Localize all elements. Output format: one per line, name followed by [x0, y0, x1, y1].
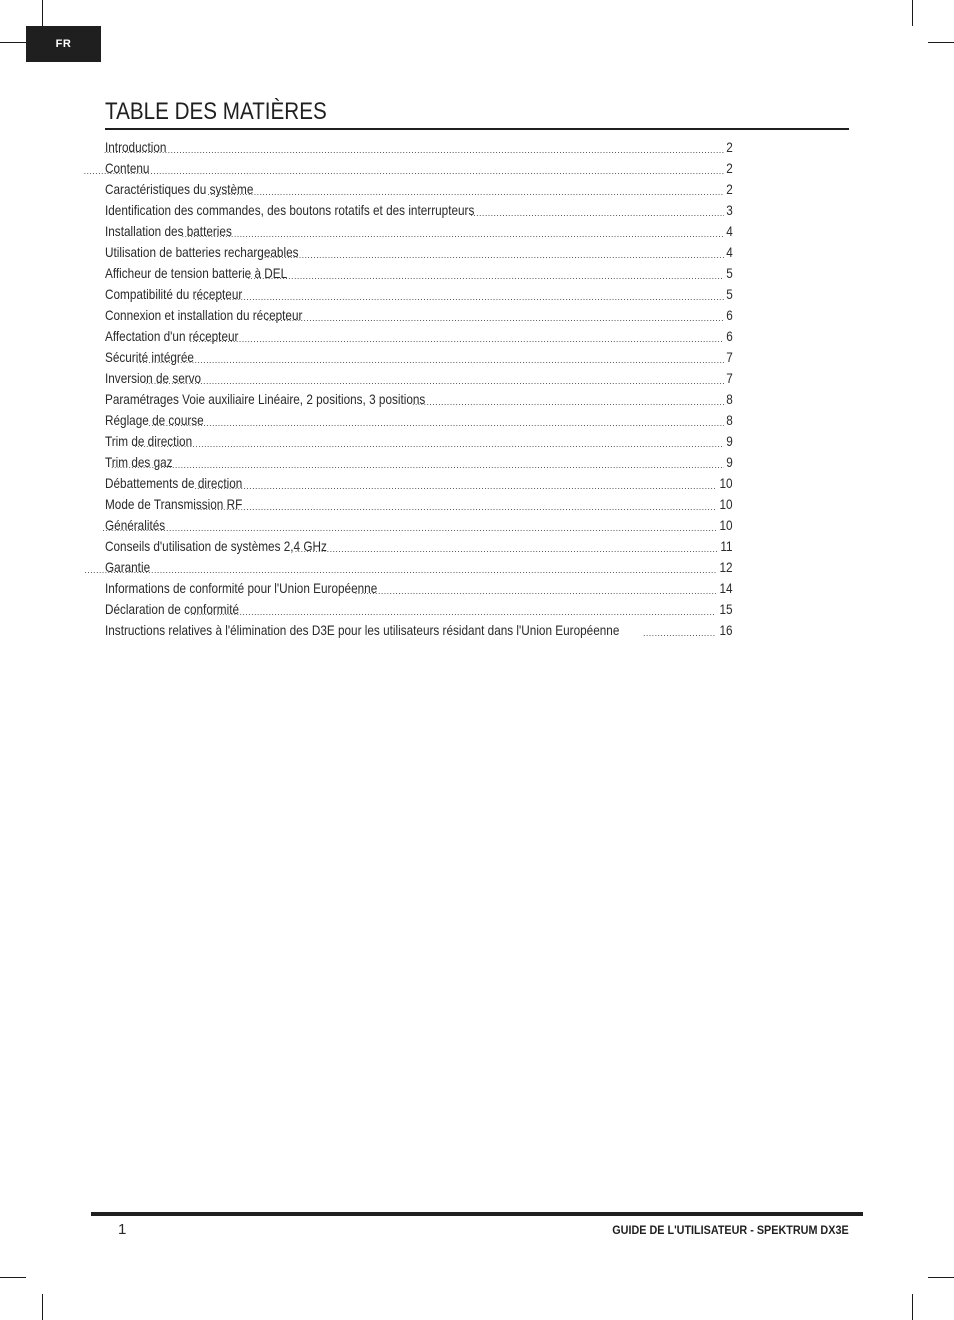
toc-entry-page-number: 10 — [719, 517, 733, 533]
toc-entry-label: Utilisation de batteries rechargeables — [105, 244, 299, 260]
toc-entry-page-number: 8 — [726, 391, 733, 407]
table-of-contents — [105, 137, 733, 641]
toc-entry-label: Identification des commandes, des boutons rotatifs et des interrupteurs — [105, 202, 475, 218]
toc-entry-label: Afficheur de tension batterie à DEL — [105, 265, 288, 281]
toc-entry-label: Installation des batteries — [105, 223, 232, 239]
toc-entry-page-number: 6 — [726, 328, 733, 344]
toc-entry-leader-dots — [111, 453, 724, 474]
toc-entry-label: Trim de direction — [105, 433, 193, 449]
toc-entry[interactable] — [105, 284, 733, 305]
toc-entry-label: Généralités — [105, 517, 166, 533]
toc-entry-leader-dots — [248, 264, 725, 285]
toc-entry-label: Connexion et installation du récepteur — [105, 307, 303, 323]
toc-entry-label: Paramétrages Voie auxiliaire Linéaire, 2 positions, 3 positions — [105, 391, 426, 407]
toc-entry-page-number: 10 — [719, 475, 733, 491]
toc-entry-page-number: 5 — [726, 265, 733, 281]
toc-entry-leader-dots — [84, 558, 716, 579]
toc-entry-leader-dots — [134, 432, 724, 453]
toc-entry-leader-dots — [145, 369, 724, 390]
toc-entry-page-number: 7 — [726, 370, 733, 386]
toc-entry-leader-dots — [190, 600, 716, 621]
toc-entry-label: Affectation d'un récepteur — [105, 328, 239, 344]
toc-entry-leader-dots — [261, 243, 724, 264]
toc-entry-page-number: 10 — [719, 496, 733, 512]
toc-entry-page-number: 6 — [726, 307, 733, 323]
toc-entry[interactable] — [105, 536, 733, 557]
toc-entry-page-number: 12 — [719, 559, 733, 575]
toc-entry-label: Trim des gaz — [105, 454, 173, 470]
crop-mark-bottom-right-horizontal — [928, 1277, 954, 1278]
page-title: TABLE DES MATIÈRES — [105, 98, 327, 125]
crop-mark-bottom-left-horizontal — [0, 1277, 26, 1278]
toc-entry-label: Garantie — [105, 559, 151, 575]
toc-entry[interactable] — [105, 179, 733, 200]
toc-entry-label: Introduction — [105, 139, 167, 155]
toc-entry[interactable] — [105, 515, 733, 536]
toc-entry[interactable] — [105, 200, 733, 221]
footer-divider — [91, 1212, 863, 1216]
toc-entry[interactable] — [105, 599, 733, 620]
toc-entry-label: Instructions relatives à l'élimination des D3E pour les utilisateurs résidant dans l'Union Européenne — [105, 622, 620, 638]
toc-entry-leader-dots — [470, 201, 724, 222]
toc-entry-page-number: 15 — [719, 601, 733, 617]
toc-entry[interactable] — [105, 410, 733, 431]
toc-entry-page-number: 8 — [726, 412, 733, 428]
toc-entry-label: Contenu — [105, 160, 150, 176]
toc-entry[interactable] — [105, 137, 733, 158]
toc-entry-leader-dots — [207, 180, 724, 201]
toc-entry-page-number: 9 — [726, 433, 733, 449]
toc-entry-leader-dots — [148, 411, 724, 432]
toc-entry[interactable] — [105, 452, 733, 473]
toc-entry[interactable] — [105, 368, 733, 389]
toc-entry-leader-dots — [412, 390, 724, 411]
toc-entry[interactable] — [105, 263, 733, 284]
toc-entry-label: Mode de Transmission RF — [105, 496, 243, 512]
footer-guide-title: GUIDE DE L'UTILISATEUR - SPEKTRUM DX3E — [612, 1223, 849, 1237]
toc-entry-leader-dots — [194, 285, 724, 306]
toc-entry-leader-dots — [190, 327, 725, 348]
toc-entry-leader-dots — [194, 474, 716, 495]
toc-entry[interactable] — [105, 473, 733, 494]
toc-entry-page-number: 3 — [726, 202, 733, 218]
toc-entry-page-number: 9 — [726, 454, 733, 470]
crop-mark-top-right-horizontal — [928, 42, 954, 43]
toc-entry-leader-dots — [643, 621, 716, 642]
toc-entry-label: Inversion de servo — [105, 370, 202, 386]
toc-entry-page-number: 7 — [726, 349, 733, 365]
toc-entry[interactable] — [105, 389, 733, 410]
toc-entry-page-number: 2 — [726, 160, 733, 176]
toc-entry-page-number: 2 — [726, 181, 733, 197]
toc-entry-page-number: 2 — [726, 139, 733, 155]
toc-entry[interactable] — [105, 221, 733, 242]
toc-entry[interactable] — [105, 494, 733, 515]
crop-mark-bottom-right-vertical — [912, 1294, 913, 1320]
toc-entry-label: Débattements de direction — [105, 475, 243, 491]
toc-entry[interactable] — [105, 326, 733, 347]
toc-entry-leader-dots — [295, 537, 718, 558]
toc-entry-label: Informations de conformité pour l'Union Européenne — [105, 580, 378, 596]
toc-entry-label: Conseils d'utilisation de systèmes 2,4 GHz — [105, 538, 327, 554]
toc-entry-label: Compatibilité du récepteur — [105, 286, 243, 302]
toc-entry-page-number: 11 — [720, 538, 733, 554]
crop-mark-top-left-horizontal — [0, 42, 26, 43]
toc-entry-leader-dots — [194, 495, 716, 516]
toc-entry[interactable] — [105, 305, 733, 326]
toc-entry[interactable] — [105, 578, 733, 599]
toc-entry-label: Caractéristiques du système — [105, 181, 254, 197]
toc-entry-label: Réglage de course — [105, 412, 204, 428]
language-tab: FR — [26, 26, 101, 62]
toc-entry[interactable] — [105, 347, 733, 368]
toc-entry-page-number: 5 — [726, 286, 733, 302]
toc-entry-page-number: 16 — [719, 622, 733, 638]
toc-entry-leader-dots — [266, 306, 725, 327]
crop-mark-bottom-left-vertical — [42, 1294, 43, 1320]
toc-entry-leader-dots — [182, 222, 725, 243]
toc-entry[interactable] — [105, 620, 733, 641]
crop-mark-top-left-vertical — [42, 0, 43, 26]
toc-entry-leader-dots — [136, 348, 724, 369]
toc-entry-page-number: 4 — [726, 223, 733, 239]
toc-entry-leader-dots — [104, 138, 724, 159]
toc-entry-label: Sécurité intégrée — [105, 349, 194, 365]
toc-entry-label: Déclaration de conformité — [105, 601, 240, 617]
toc-entry-page-number: 14 — [719, 580, 733, 596]
toc-entry[interactable] — [105, 158, 733, 179]
toc-entry-leader-dots — [102, 516, 716, 537]
toc-entry[interactable] — [105, 242, 733, 263]
toc-entry-leader-dots — [84, 159, 725, 180]
crop-mark-top-right-vertical — [912, 0, 913, 26]
footer-page-number: 1 — [118, 1221, 127, 1238]
toc-entry-leader-dots — [355, 579, 717, 600]
toc-entry[interactable] — [105, 431, 733, 452]
toc-entry[interactable] — [105, 557, 733, 578]
title-divider — [105, 128, 849, 130]
toc-entry-page-number: 4 — [726, 244, 733, 260]
